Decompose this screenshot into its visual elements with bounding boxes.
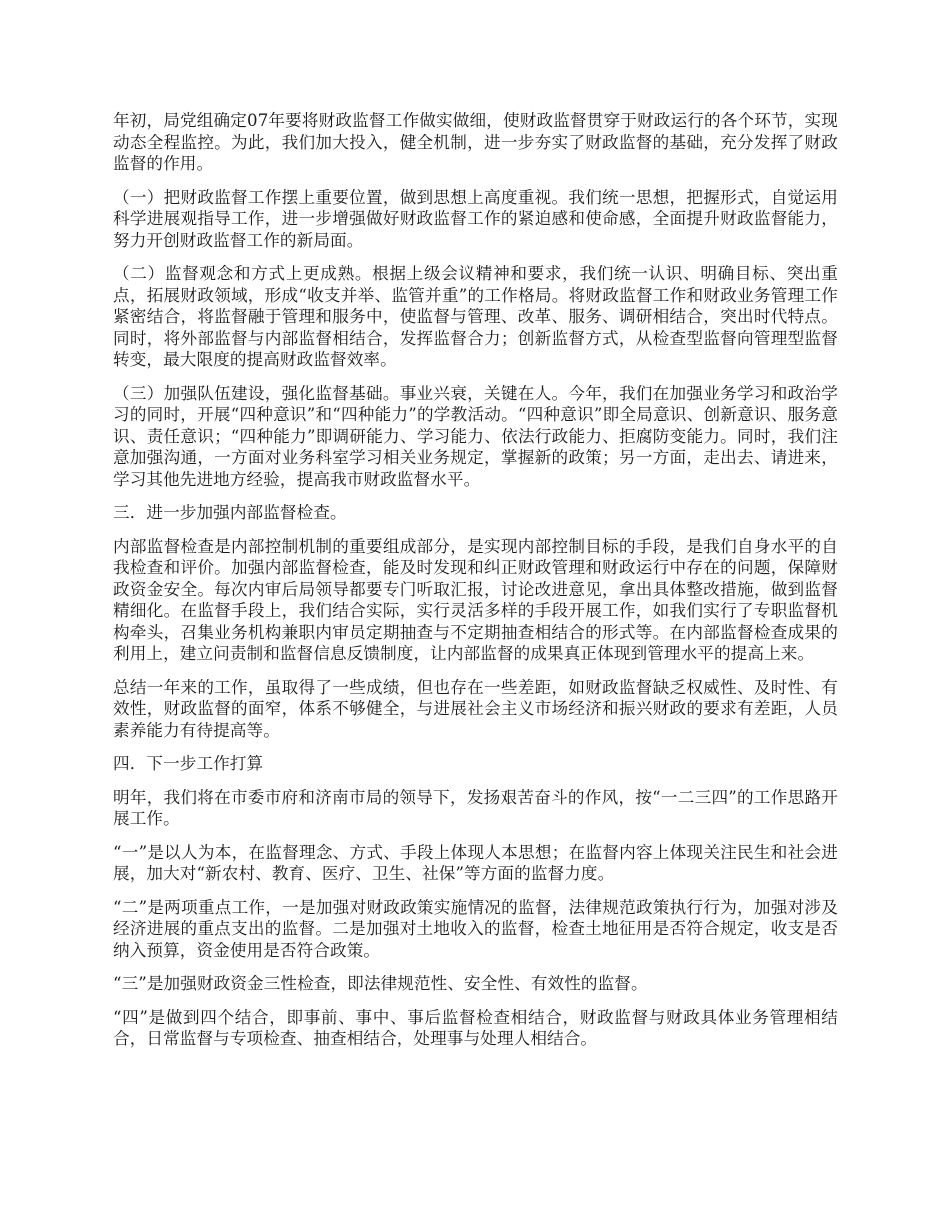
paragraph-point-4: “四”是做到四个结合，即事前、事中、事后监督检查相结合，财政监督与财政具体业务管理相结合，日常监督与专项检查、抽查相结合，处理事与处理人相结合。: [113, 1007, 838, 1048]
paragraph-next-year: 明年，我们将在市委市府和济南市局的领导下，发扬艰苦奋斗的作风，按“一二三四”的工作思路开展工作。: [113, 787, 838, 828]
paragraph-point-3: “三”是加强财政资金三性检查，即法律规范性、安全性、有效性的监督。: [113, 974, 648, 993]
paragraph-point-1: “一”是以人为本，在监督理念、方式、手段上体现人本思想；在监督内容上体现关注民生和社会进展，加大对“新农村、教育、医疗、卫生、社保”等方面的监督力度。: [113, 842, 838, 883]
section-heading-4: 四．下一步工作打算: [113, 754, 264, 773]
paragraph-point-2: “二”是两项重点工作，一是加强对财政政策实施情况的监督，法律规范政策执行行为，加强对涉及经济进展的重点支出的监督。二是加强对土地收入的监督，检查土地征用是否符合规定，收支是否纳入预算，资金使用是否符合政策。: [113, 897, 838, 960]
section-heading-3: 三．进一步加强内部监督检查。: [113, 503, 347, 522]
paragraph-internal-audit: 内部监督检查是内部控制机制的重要组成部分，是实现内部控制目标的手段，是我们自身水平的自我检查和评价。加强内部监督检查，能及时发现和纠正财政管理和财政运行中存在的问题，保障财政资金安全。每次内审后局领导都要专门听取汇报，讨论改进意见，拿出具体整改措施，做到监督精细化。在监督手段上，我们结合实际，实行灵活多样的手段开展工作，如我们实行了专职监督机构牵头，召集业务机构兼职内审员定期抽查与不定期抽查相结合的形式等。在内部监督检查成果的利用上，建立问责制和监督信息反馈制度，让内部监督的成果真正体现到管理水平的提高上来。: [113, 536, 838, 663]
paragraph-summary: 总结一年来的工作，虽取得了一些成绩，但也存在一些差距，如财政监督缺乏权威性、及时性、有效性，财政监督的面窄，体系不够健全，与进展社会主义市场经济和振兴财政的要求有差距，人员素养能力有待提高等。: [113, 677, 838, 740]
paragraph-item-2: （二）监督观念和方式上更成熟。根据上级会议精神和要求，我们统一认识、明确目标、突出重点，拓展财政领域，形成“收支并举、监管并重”的工作格局。将财政监督工作和财政业务管理工作紧密结合，将监督融于管理和服务中，使监督与管理、改革、服务、调研相结合，突出时代特点。同时，将外部监督与内部监督相结合，发挥监督合力；创新监督方式，从检查型监督向管理型监督转变，最大限度的提高财政监督效率。: [113, 264, 838, 369]
paragraph-item-3: （三）加强队伍建设，强化监督基础。事业兴衰，关键在人。今年，我们在加强业务学习和政治学习的同时，开展“四种意识”和“四种能力”的学教活动。“四种意识”即全局意识、创新意识、服务意识、责任意识；“四种能力”即调研能力、学习能力、依法行政能力、拒腐防变能力。同时，我们注意加强沟通，一方面对业务科室学习相关业务规定，掌握新的政策；另一方面，走出去、请进来，学习其他先进地方经验，提高我市财政监督水平。: [113, 383, 838, 489]
paragraph-intro: 年初，局党组确定07年要将财政监督工作做实做细，使财政监督贯穿于财政运行的各个环节，实现动态全程监控。为此，我们加大投入，健全机制，进一步夯实了财政监督的基础，充分发挥了财政监督的作用。: [113, 111, 838, 173]
paragraph-item-1: （一）把财政监督工作摆上重要位置，做到思想上高度重视。我们统一思想，把握形式，自觉运用科学进展观指导工作，进一步增强做好财政监督工作的紧迫感和使命感，全面提升财政监督能力，努力开创财政监督工作的新局面。: [113, 187, 838, 250]
